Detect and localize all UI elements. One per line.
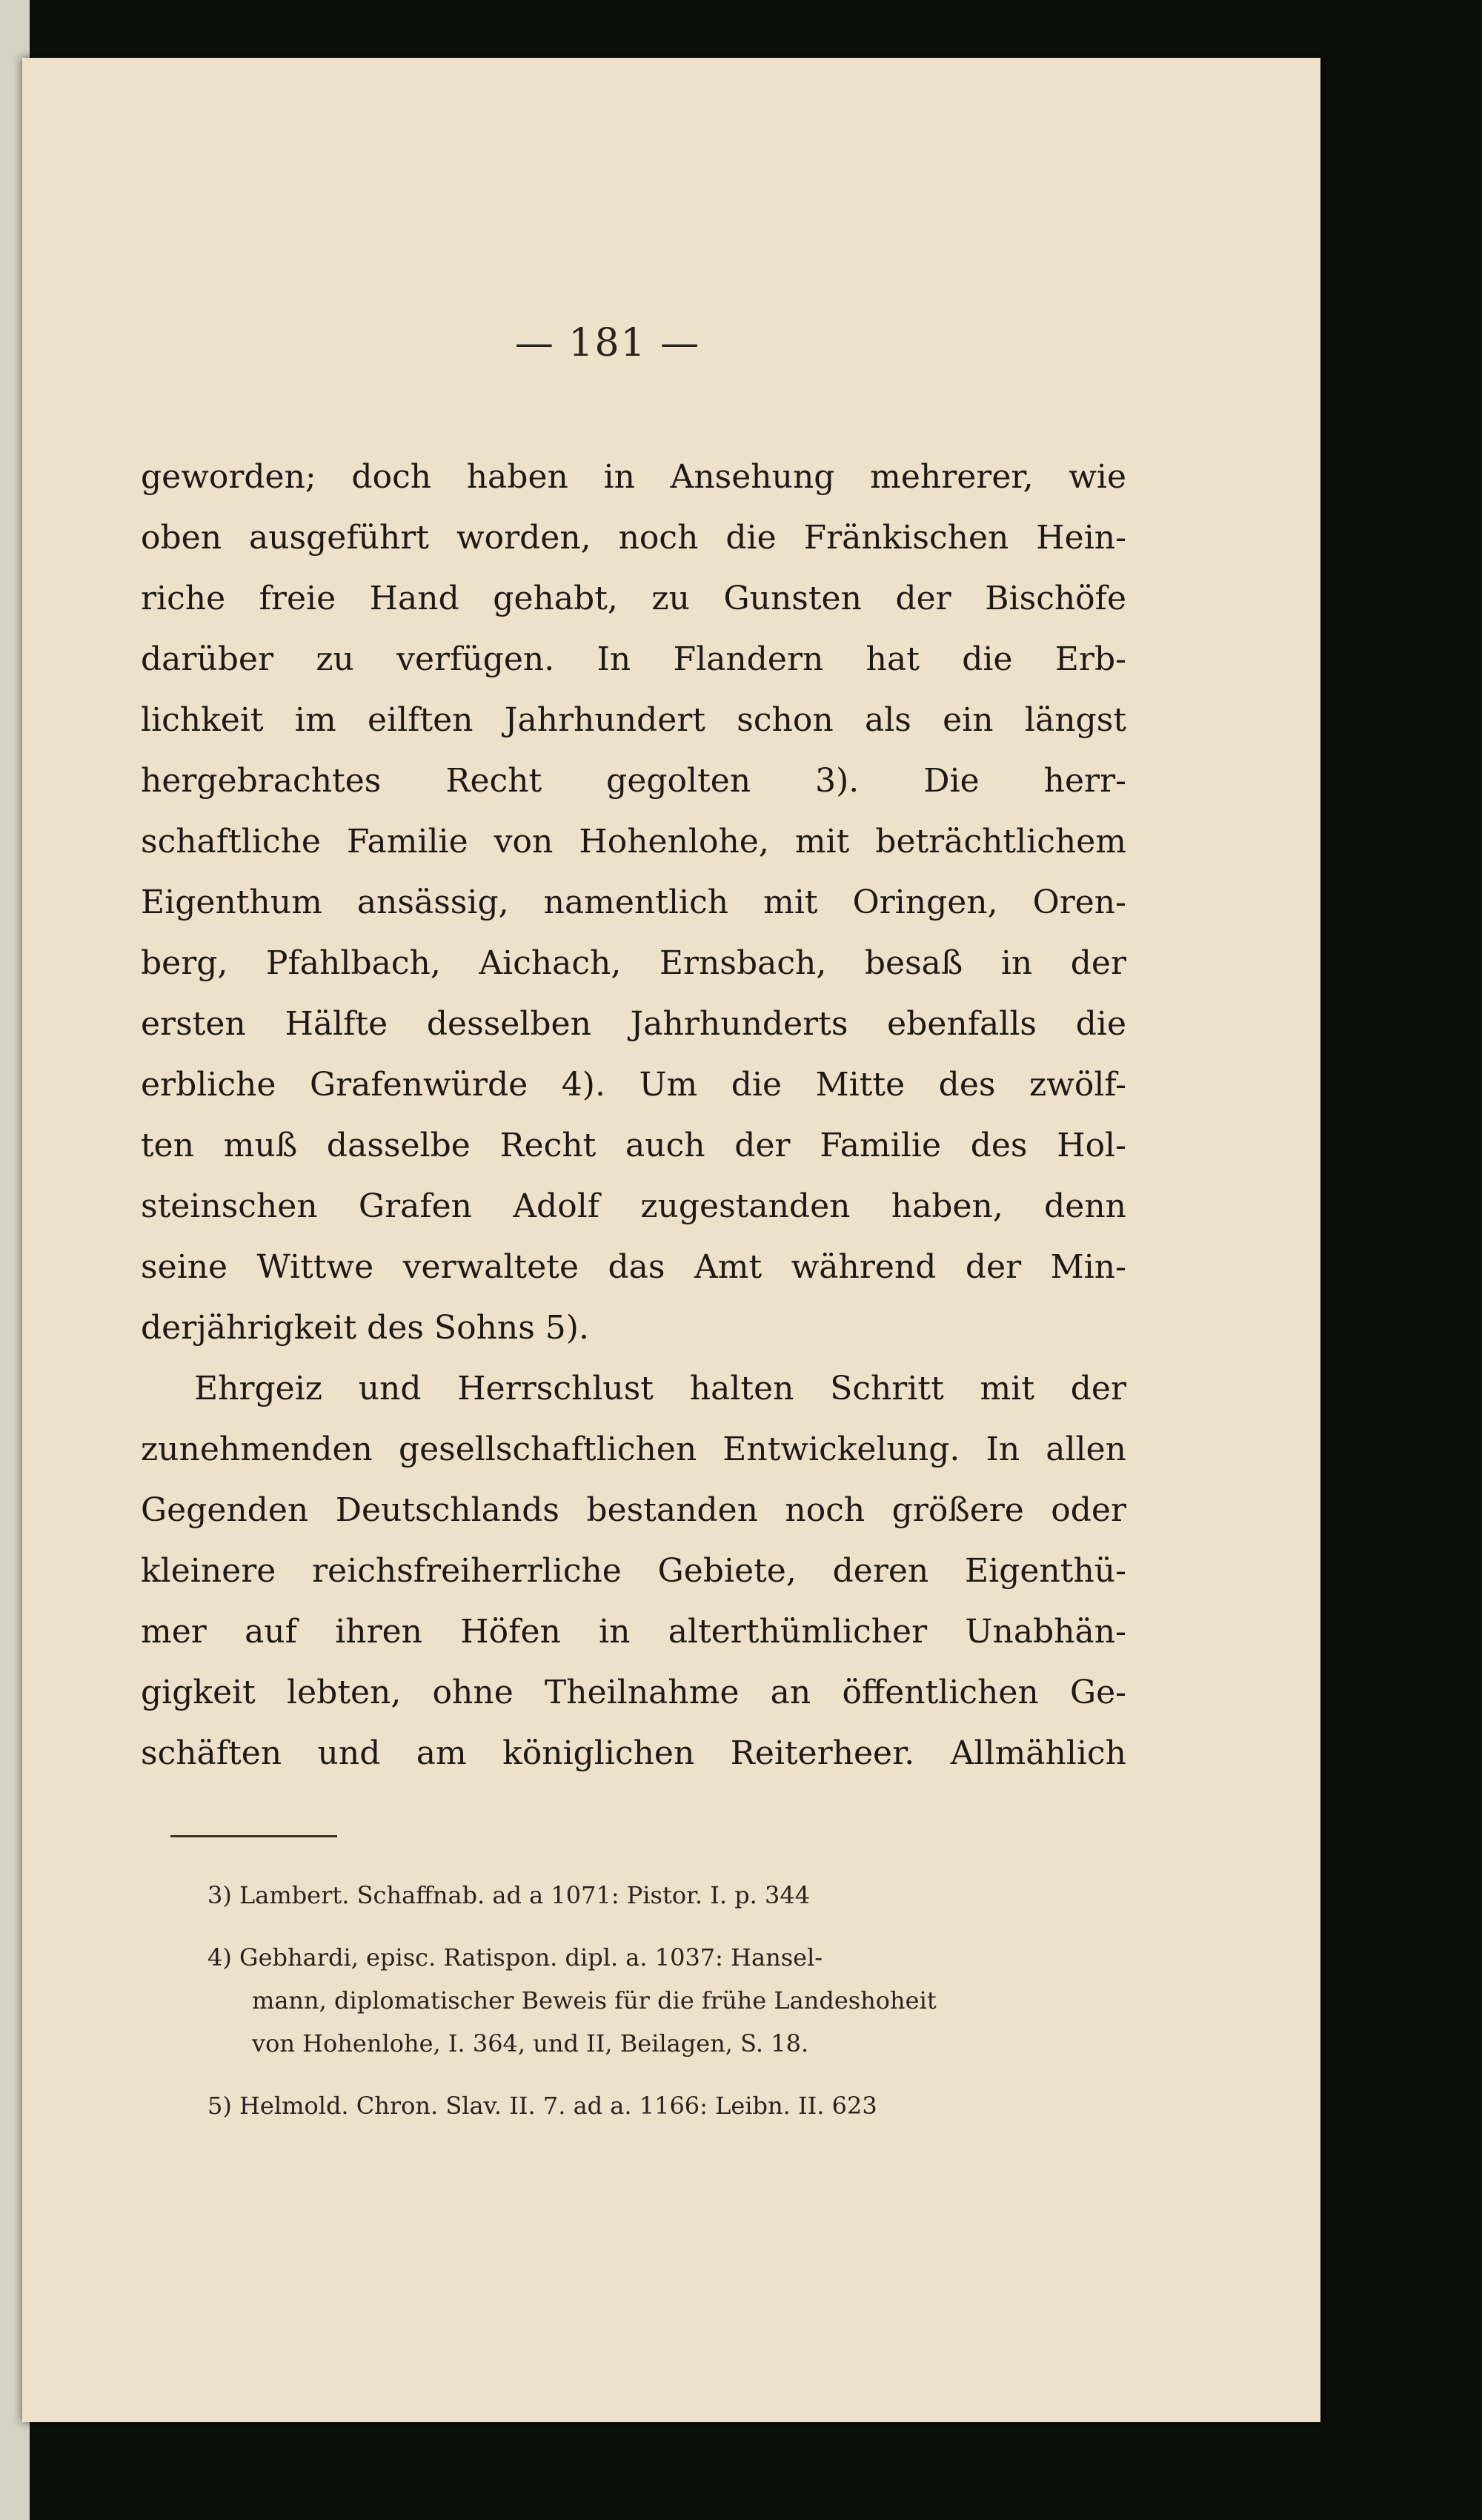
text-line: Gegenden Deutschlands bestanden noch größere oder <box>141 1491 1126 1529</box>
footnote-5 <box>207 2084 1126 2127</box>
footnote-line: von Hohenlohe, I. 364, und II, Beilagen, S. 18. <box>252 2029 809 2058</box>
footnote-line: 5) Helmold. Chron. Slav. II. 7. ad a. 1166: Leibn. II. 623 <box>207 2092 877 2120</box>
footnotes <box>207 1874 1126 2146</box>
text-line: riche freie Hand gehabt, zu Gunsten der Bischöfe <box>141 580 1126 617</box>
text-line: darüber zu verfügen. In Flandern hat die Erb- <box>141 640 1126 678</box>
text-line: gigkeit lebten, ohne Theilnahme an öffentlichen Ge- <box>141 1674 1126 1711</box>
text-line: seine Wittwe verwaltete das Amt während der Min- <box>141 1248 1126 1286</box>
paragraph-start-line: Ehrgeiz und Herrschlust halten Schritt mit der <box>194 1370 1126 1407</box>
footnote-line: mann, diplomatischer Beweis für die frühe Landeshoheit <box>252 1986 937 2015</box>
text-line: erbliche Grafenwürde 4). Um die Mitte des zwölf- <box>141 1066 1126 1104</box>
paragraph-end-line: derjährigkeit des Sohns 5). <box>141 1309 589 1347</box>
text-line: ten muß dasselbe Recht auch der Familie des Hol- <box>141 1127 1126 1164</box>
footnote-line: 3) Lambert. Schaffnab. ad a 1071: Pistor. I. p. 344 <box>207 1881 811 1909</box>
text-line: Eigenthum ansässig, namentlich mit Oringen, Oren- <box>141 883 1126 921</box>
text-line: schaftliche Familie von Hohenlohe, mit beträchtlichem <box>141 823 1126 861</box>
book-page <box>22 58 1320 2422</box>
text-line: zunehmenden gesellschaftlichen Entwickelung. In allen <box>141 1430 1126 1468</box>
page-number: — 181 — <box>514 321 701 365</box>
text-line: ersten Hälfte desselben Jahrhunderts ebenfalls die <box>141 1005 1126 1043</box>
footnote-line: 4) Gebhardi, episc. Ratispon. dipl. a. 1037: Hansel- <box>207 1943 823 1972</box>
main-text <box>141 447 1126 1784</box>
text-line: kleinere reichsfreiherrliche Gebiete, deren Eigenthü- <box>141 1552 1126 1590</box>
text-line: oben ausgeführt worden, noch die Fränkischen Hein- <box>141 519 1126 557</box>
footnote-divider <box>170 1835 337 1837</box>
text-line: schäften und am königlichen Reiterheer. Allmählich <box>141 1734 1126 1772</box>
text-line: geworden; doch haben in Ansehung mehrerer, wie <box>141 458 1126 496</box>
footnote-4 <box>207 1936 1126 2065</box>
text-line: hergebrachtes Recht gegolten 3). Die herr- <box>141 762 1126 800</box>
text-line: mer auf ihren Höfen in alterthümlicher Unabhän- <box>141 1613 1126 1651</box>
text-line: steinschen Grafen Adolf zugestanden haben, denn <box>141 1187 1126 1225</box>
text-line: berg, Pfahlbach, Aichach, Ernsbach, besaß in der <box>141 944 1126 982</box>
text-line: lichkeit im eilften Jahrhundert schon als ein längst <box>141 701 1126 739</box>
footnote-3 <box>207 1874 1126 1917</box>
